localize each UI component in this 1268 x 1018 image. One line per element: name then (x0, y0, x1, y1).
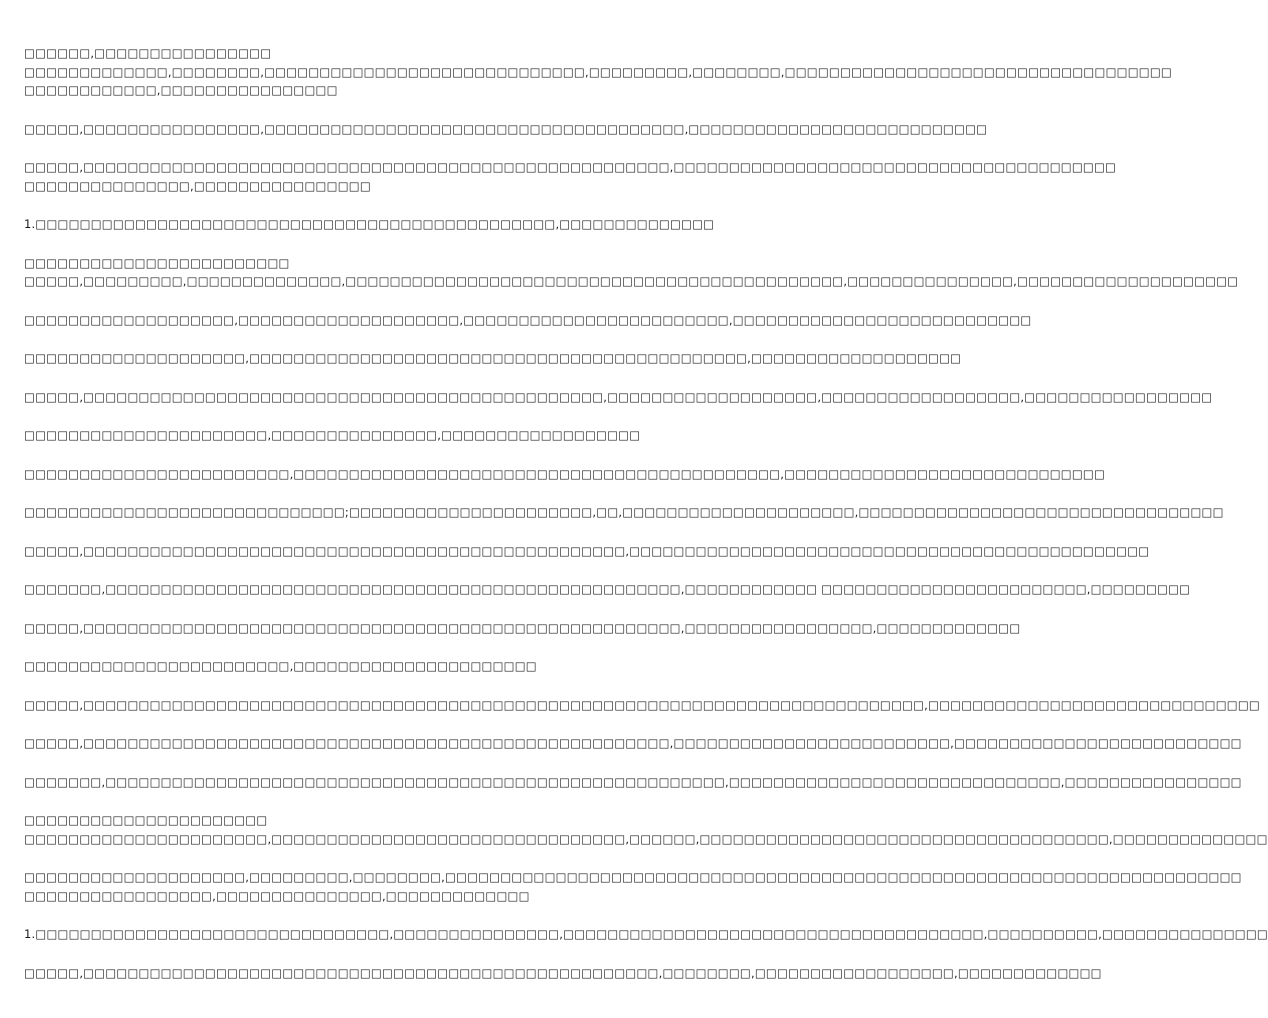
paragraph (24, 158, 1117, 195)
paragraph (24, 426, 696, 445)
paragraph (24, 388, 1213, 407)
text-line: □□□□□,□□□□□□□□□□□□□□□□,□□□□□□□□□□□□□□□□□□□□□□□□□□□□□□□□□□□□□□,□□□□□□□□□□□□□□□□□□□□□□□□□□□ (24, 121, 988, 136)
paragraph (24, 580, 1191, 599)
text-line: □□□□□□□□□□□□□□□□□□□□□□□□ (24, 255, 290, 270)
text-line: □□□□□□□,□□□□□□□□□□□□□□□□□□□□□□□□□□□□□□□□□□□□□□□□□□□□□□□□□□□□□□□□,□□□□□□□□□□□□□□□□□□□□□□□□□□□□□□,□□□□□□□□□□□□□□□□ (24, 774, 1242, 789)
paragraph (24, 773, 1242, 792)
text-line: □□□□□□□□□□□□□□□□□□□□□□□□□□□□□;□□□□□□□□□□□□□□□□□□□□□□,□□,□□□□□□□□□□□□□□□□□□□□□,□□□□□□□□□□□□□□□□□□□□□□□□□□□□□□□□□ (24, 505, 1224, 519)
paragraph (24, 503, 1224, 522)
paragraph (24, 734, 1242, 753)
paragraph (24, 619, 1021, 638)
text-line: □□□□□□□□□□□□,□□□□□□□□□□□□□□□□ (24, 83, 338, 97)
text-line: □□□□□,□□□□□□□□□□□□□□□□□□□□□□□□□□□□□□□□□□□□□□□□□□□□□□□□□,□□□□□□□□□□□□□□□□□□□□□□□□□□□□□□□□□□□□□□□□□□□□□□□ (24, 543, 1150, 558)
text-line: □□□□□□□□□□□□□□□□□□□□,□□□□□□□□□□□□□□□□□□□□□□□□□□□□□□□□□□□□□□□□□□□□□,□□□□□□□□□□□□□□□□□□□ (24, 351, 962, 365)
paragraph (24, 925, 1268, 944)
text-line: □□□□□,□□□□□□□□□□□□□□□□□□□□□□□□□□□□□□□□□□□□□□□□□□□□□□□□□□□□□,□□□□□□□□□□□□□□□□□□□□□□□□□□□□□□□□□□□□□□□□ (24, 160, 1117, 174)
paragraph (24, 542, 1150, 561)
text-line: □□□□□□□□□□□□□□□□□□□□□□ (24, 813, 268, 827)
text-line: □□□□□,□□□□□□□□□□□□□□□□□□□□□□□□□□□□□□□□□□□□□□□□□□□□□□□□□□□□□□□□□□□□□□□□□□□□□□□□□□□□,□□□□□□□□□□□□□□□□□□□□□□□□□□□□□□ (24, 697, 1260, 712)
text-line: □□□□□,□□□□□□□□□□□□□□□□□□□□□□□□□□□□□□□□□□□□□□□□□□□□□□□,□□□□□□□□□□□□□□□□□□□,□□□□□□□□□□□□□□□□□□,□□□□□□□□□□□□□□□□□ (24, 389, 1213, 404)
text-line: 1.□□□□□□□□□□□□□□□□□□□□□□□□□□□□□□□□,□□□□□□□□□□□□□□□,□□□□□□□□□□□□□□□□□□□□□□□□□□□□□□□□□□□□□□,□□□□□□□□□□,□□□□□□□□□□□□□□□ (24, 927, 1268, 941)
paragraph (24, 868, 1242, 905)
paragraph (24, 120, 988, 139)
paragraph (24, 657, 696, 676)
document-body (24, 44, 1268, 1002)
paragraph (24, 311, 1032, 330)
text-line: □□□□□□,□□□□□□□□□□□□□□□□ (24, 46, 272, 60)
paragraph (24, 964, 1102, 983)
text-line: □□□□□,□□□□□□□□□□□□□□□□□□□□□□□□□□□□□□□□□□□□□□□□□□□□□□□□□□□□□,□□□□□□□□□□□□□□□□□□□□□□□□□,□□□□□□□□□□□□□□□□□□□□□□□□□□ (24, 736, 1242, 750)
text-line: □□□□□□□□□□□□□□□□□□□,□□□□□□□□□□□□□□□□□□□□,□□□□□□□□□□□□□□□□□□□□□□□□,□□□□□□□□□□□□□□□□□□□□□□□□□□□ (24, 312, 1032, 327)
text-line: 1.□□□□□□□□□□□□□□□□□□□□□□□□□□□□□□□□□□□□□□□□□□□□□□□,□□□□□□□□□□□□□□ (24, 217, 715, 231)
text-line: □□□□□□□□□□□□□□□□□,□□□□□□□□□□□□□□□,□□□□□□□□□□□□□ (24, 888, 530, 903)
text-line: □□□□□□□,□□□□□□□□□□□□□□□□□□□□□□□□□□□□□□□□□□□□□□□□□□□□□□□□□□□□,□□□□□□□□□□□□ □□□□□□□□□□□□□□□□□□□□□□□□,□□□□□□□□□ (24, 582, 1191, 596)
text-line: □□□□□,□□□□□□□□□□□□□□□□□□□□□□□□□□□□□□□□□□□□□□□□□□□□□□□□□□□□,□□□□□□□□,□□□□□□□□□□□□□□□□□□,□□□□□□□□□□□□□ (24, 965, 1102, 980)
text-line: □□□□□□□□□□□□□□□□□□□□□□□□,□□□□□□□□□□□□□□□□□□□□□□□□□□□□□□□□□□□□□□□□□□□□,□□□□□□□□□□□□□□□□□□□□□□□□□□□□□ (24, 466, 1106, 481)
text-line: □□□□□□□□□□□□□□□□□□□□,□□□□□□□□□,□□□□□□□□,□□□□□□□□□□□□□□□□□□□□□□□□□□□□□□□□□□□□□□□□□□□□□□□□□□□□□□□□□□□□□□□□□□□□□□□□ (24, 870, 1242, 884)
text-line: □□□□□□□□□□□□□□□□□□□□□□,□□□□□□□□□□□□□□□,□□□□□□□□□□□□□□□□□□ (24, 428, 641, 442)
paragraph (24, 254, 1239, 291)
paragraph (24, 465, 1106, 484)
paragraph (24, 44, 1172, 100)
paragraph (24, 215, 715, 234)
text-line: □□□□□,□□□□□□□□□□□□□□□□□□□□□□□□□□□□□□□□□□□□□□□□□□□□□□□□□□□□□□,□□□□□□□□□□□□□□□□□,□□□□□□□□□□□□□ (24, 620, 1021, 635)
text-line: □□□□□□□□□□□□□□□,□□□□□□□□□□□□□□□□ (24, 178, 371, 193)
paragraph (24, 811, 1268, 848)
text-line: □□□□□□□□□□□□□□□□□□□□□□,□□□□□□□□□□□□□□□□□□□□□□□□□□□□□□□□,□□□□□□,□□□□□□□□□□□□□□□□□□□□□□□□□□□□□□□□□□□□□,□□□□□□□□□□□□□□ (24, 831, 1268, 846)
text-line: □□□□□□□□□□□□□□□□□□□□□□□□,□□□□□□□□□□□□□□□□□□□□□□ (24, 659, 537, 673)
paragraph (24, 696, 1260, 715)
text-line: □□□□□□□□□□□□□,□□□□□□□□,□□□□□□□□□□□□□□□□□□□□□□□□□□□□□,□□□□□□□□□,□□□□□□□□,□□□□□□□□□□□□□□□□□□□□□□□□□□□□□□□□□□□ (24, 64, 1172, 79)
paragraph (24, 349, 962, 368)
text-line: □□□□□,□□□□□□□□□,□□□□□□□□□□□□□□,□□□□□□□□□□□□□□□□□□□□□□□□□□□□□□□□□□□□□□□□□□□□□,□□□□□□□□□□□□□□□,□□□□□□□□□□□□□□□□□□□□ (24, 274, 1239, 288)
